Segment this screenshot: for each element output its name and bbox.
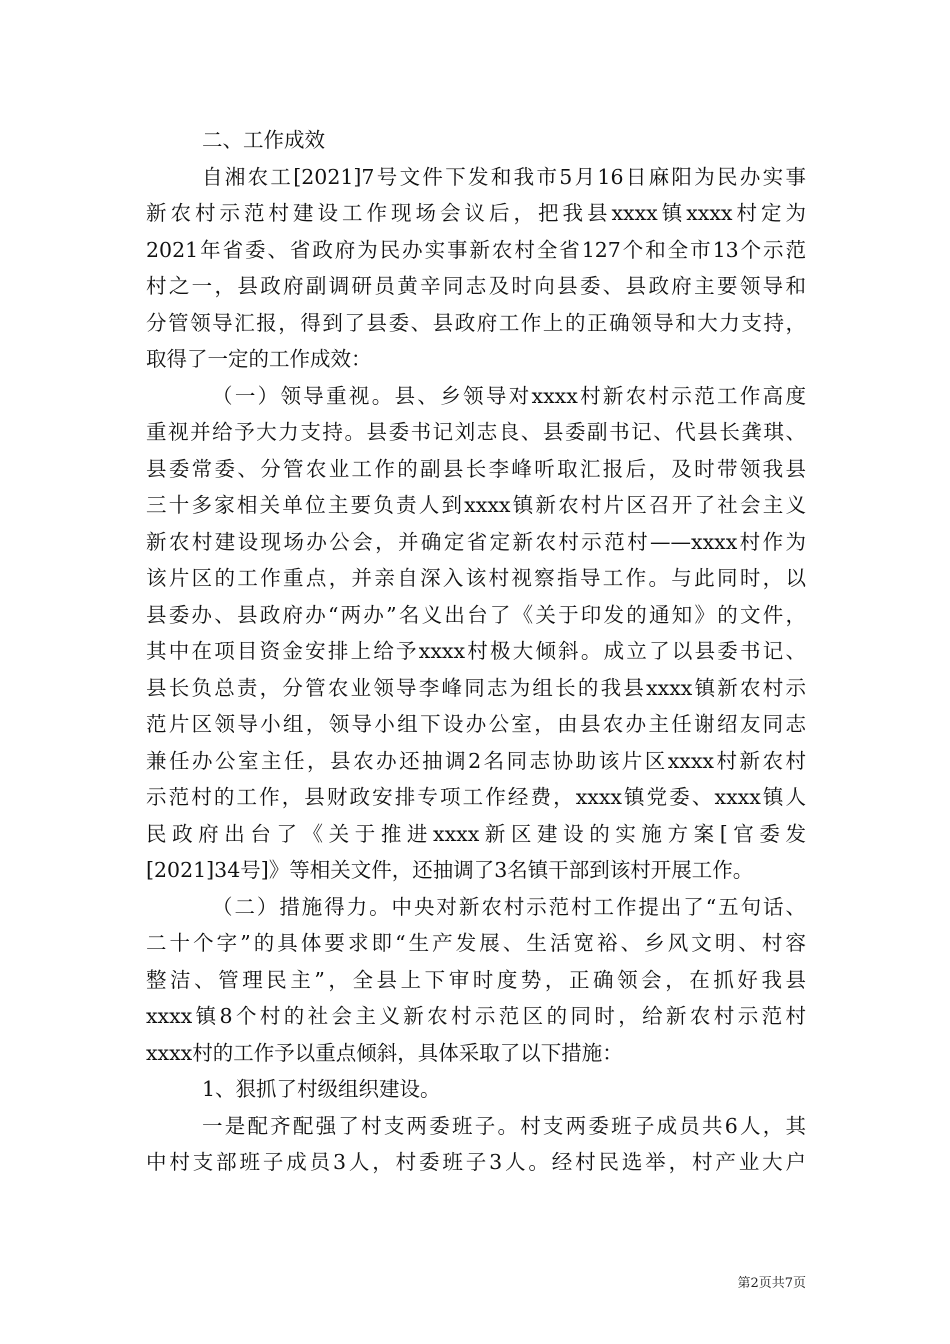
subsection-line: （二）措施得力。中央对新农村示范村工作提出了“五句话、 — [212, 894, 806, 919]
paragraph-line: 新农村建设现场办公会，并确定省定新农村示范村——xxxx村作为 — [146, 529, 806, 554]
section-heading: 二、工作成效 — [202, 128, 325, 152]
paragraph-line: 村之一，县政府副调研员黄辛同志及时向县委、县政府主要领导和 — [146, 274, 806, 298]
page-number-footer: 第2页共7页 — [737, 1276, 806, 1291]
paragraph-line: 县委常委、分管农业工作的副县长李峰听取汇报后，及时带领我县 — [146, 456, 806, 481]
paragraph-line: 一是配齐配强了村支两委班子。村支两委班子成员共6人，其 — [202, 1113, 806, 1138]
paragraph-line: [2021]34号]》等相关文件，还抽调了3名镇干部到该村开展工作。 — [146, 858, 754, 882]
paragraph-line: 三十多家相关单位主要负责人到xxxx镇新农村片区召开了社会主义 — [146, 493, 806, 517]
paragraph-line: 示范村的工作，县财政安排专项工作经费，xxxx镇党委、xxxx镇人 — [146, 785, 806, 809]
paragraph-line: xxxx村的工作予以重点倾斜，具体采取了以下措施： — [146, 1040, 623, 1065]
paragraph-line: 重视并给予大力支持。县委书记刘志良、县委副书记、代县长龚琪、 — [146, 420, 806, 444]
paragraph-line: 该片区的工作重点，并亲自深入该村视察指导工作。与此同时，以 — [146, 566, 806, 590]
paragraph-line: 民政府出台了《关于推进xxxx新区建设的实施方案[官委发 — [146, 821, 806, 846]
paragraph-line: 其中在项目资金安排上给予xxxx村极大倾斜。成立了以县委书记、 — [146, 639, 806, 663]
paragraph-line: 兼任办公室主任，县农办还抽调2名同志协助该片区xxxx村新农村 — [146, 748, 806, 773]
paragraph-line: 2021年省委、省政府为民办实事新农村全省127个和全市13个示范 — [146, 237, 806, 262]
subsection-line: （一）领导重视。县、乡领导对xxxx村新农村示范工作高度 — [212, 383, 806, 408]
paragraph-line: 分管领导汇报，得到了县委、县政府工作上的正确领导和大力支持， — [146, 310, 806, 335]
paragraph-line: 中村支部班子成员3人，村委班子3人。经村民选举，村产业大户 — [146, 1150, 806, 1174]
paragraph-line: 县委办、县政府办“两办”名义出台了《关于印发的通知》的文件， — [146, 602, 806, 627]
paragraph-line: 范片区领导小组，领导小组下设办公室，由县农办主任谢绍友同志 — [146, 712, 806, 736]
paragraph-line: 取得了一定的工作成效： — [146, 347, 372, 371]
paragraph-line: 自湘农工[2021]7号文件下发和我市5月16日麻阳为民办实事 — [202, 164, 806, 189]
paragraph-line: 新农村示范村建设工作现场会议后，把我县xxxx镇xxxx村定为 — [146, 201, 806, 225]
paragraph-line: 县长负总责，分管农业领导李峰同志为组长的我县xxxx镇新农村示 — [146, 675, 806, 700]
numbered-item: 1、狠抓了村级组织建设。 — [202, 1077, 441, 1101]
paragraph-line: 整洁、管理民主”，全县上下审时度势，正确领会，在抓好我县 — [146, 967, 806, 992]
paragraph-line: 二十个字”的具体要求即“生产发展、生活宽裕、乡风文明、村容 — [146, 931, 806, 955]
document-body — [146, 122, 806, 1181]
paragraph-line: xxxx镇8个村的社会主义新农村示范区的同时，给新农村示范村 — [146, 1004, 806, 1028]
